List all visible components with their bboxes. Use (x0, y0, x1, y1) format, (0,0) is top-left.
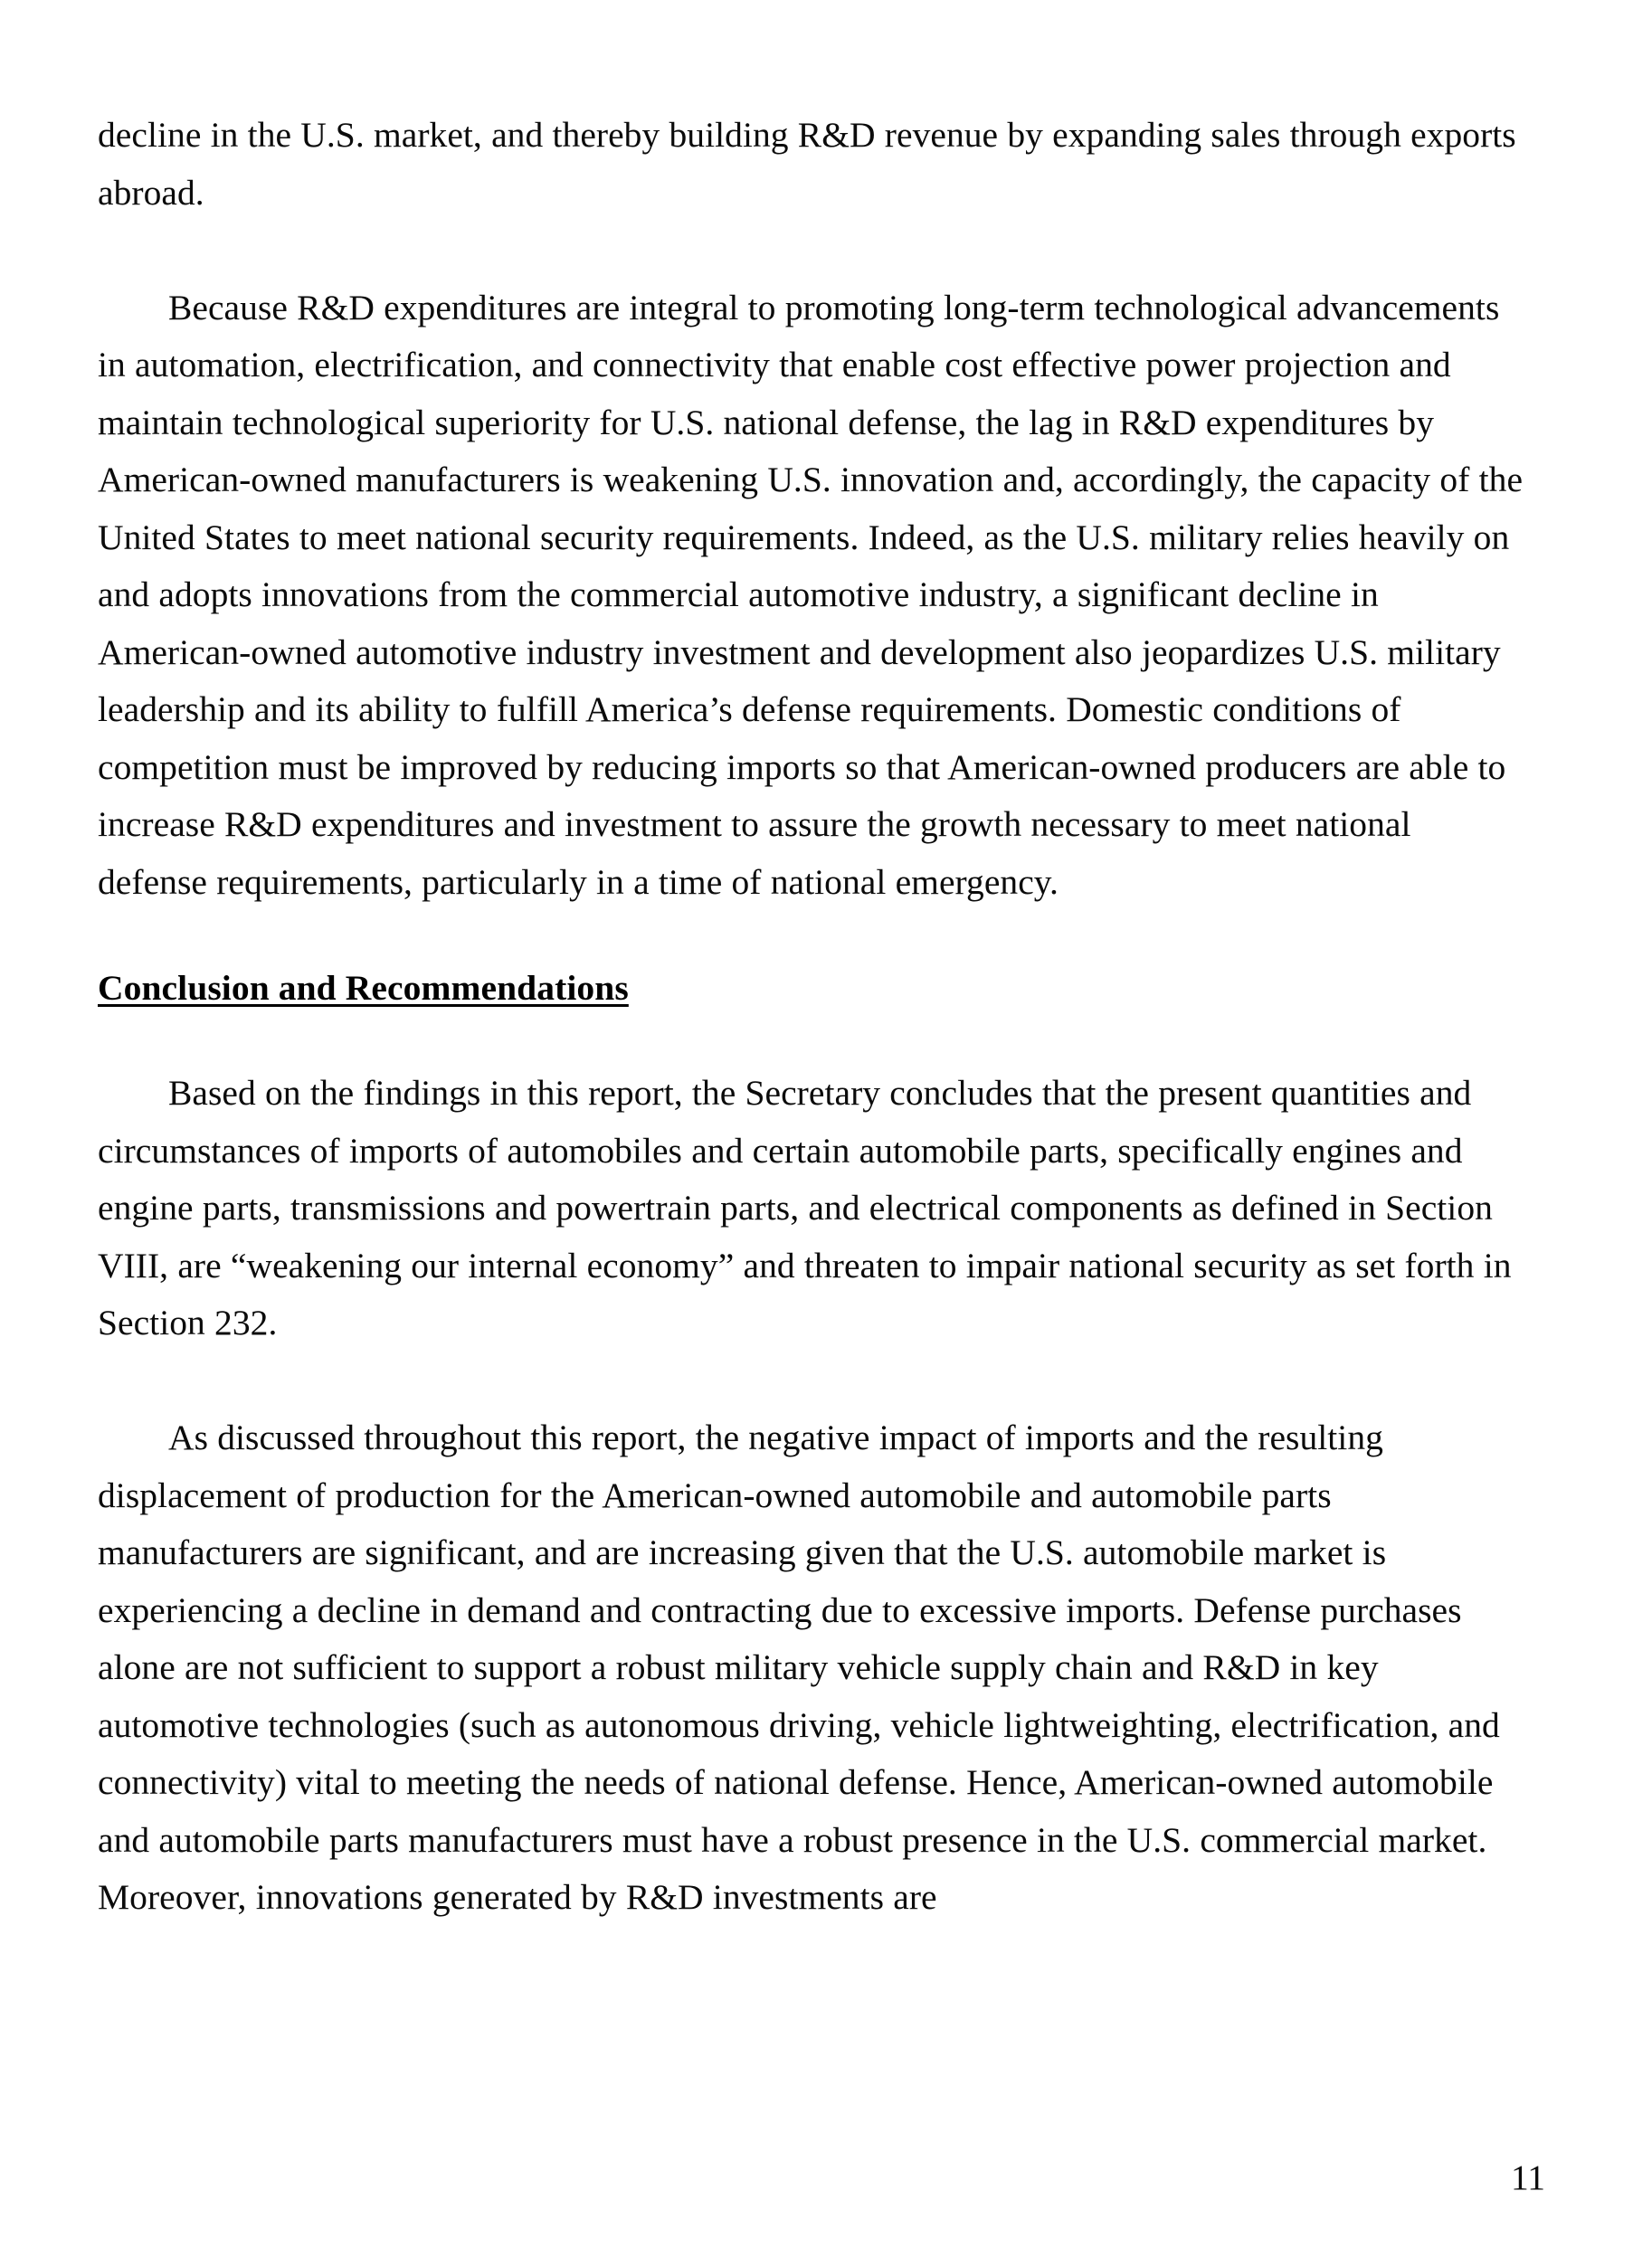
heading-spacer-top (98, 911, 1527, 963)
paragraph-spacer (98, 1352, 1527, 1410)
paragraph-findings: Based on the findings in this report, the Secretary concludes that the present quantities and circumstances of imports of automobiles and certain automobile parts, specifically engines and engine parts, transmissions and powertrain parts, and electrical components as defined in Section VIII, are “weakening our internal economy” and threaten to impair national security as set forth in Section 232. (98, 1073, 1512, 1342)
paragraph-negative-impact: As discussed throughout this report, the negative impact of imports and the resulting displacement of production for the American-owned automobile and automobile parts manufacturers are significant, and are increasing given that the U.S. automobile market is experiencing a decline in demand and contracting due to excessive imports. Defense purchases alone are not sufficient to support a robust military vehicle supply chain and R&D in key automotive technologies (such as autonomous driving, vehicle lightweighting, electrification, and connectivity) vital to meeting the needs of national defense. Hence, American-owned automobile and automobile parts manufacturers must have a robust presence in the U.S. commercial market. Moreover, innovations generated by R&D investments are (98, 1418, 1500, 1917)
page-content (98, 107, 1527, 1927)
paragraph-spacer (98, 222, 1527, 280)
heading-spacer-bottom (98, 1012, 1527, 1065)
page-title: Conclusion and Recommendations (98, 968, 629, 1008)
paragraph-continuation: decline in the U.S. market, and thereby building R&D revenue by expanding sales through exports abroad. (98, 115, 1516, 213)
paragraph-rd-expenditures: Because R&D expenditures are integral to promoting long-term technological advancements in automation, electrification, and connectivity that enable cost effective power projection and maintain technological superiority for U.S. national defense, the lag in R&D expenditures by American-owned manufacturers is weakening U.S. innovation and, accordingly, the capacity of the United States to meet national security requirements. Indeed, as the U.S. military relies heavily on and adopts innovations from the commercial automotive industry, a significant decline in American-owned automotive industry investment and development also jeopardizes U.S. military leadership and its ability to fulfill America’s defense requirements. Domestic conditions of competition must be improved by reducing imports so that American-owned producers are able to increase R&D expenditures and investment to assure the growth necessary to meet national defense requirements, particularly in a time of national emergency. (98, 287, 1524, 902)
page-number: 11 (1510, 2158, 1545, 2197)
